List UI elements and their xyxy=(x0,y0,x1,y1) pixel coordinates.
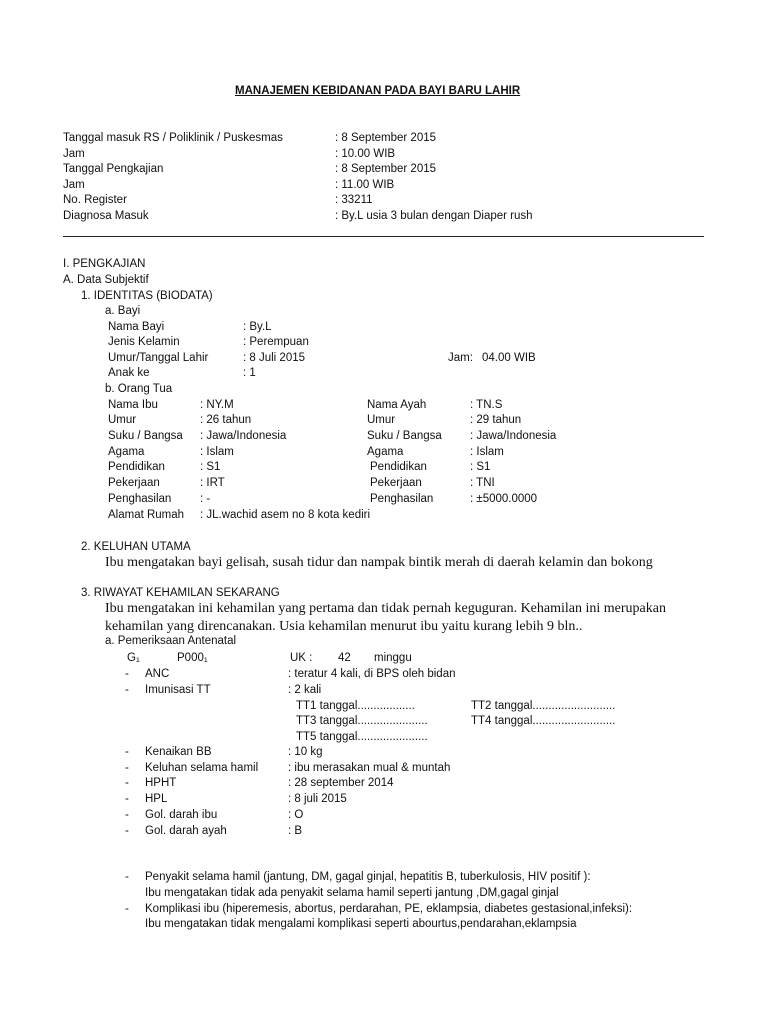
list-dash: - xyxy=(125,668,129,680)
ortu-label-ibu: Penghasilan xyxy=(108,493,172,505)
ortu-value-ayah: : Jawa/Indonesia xyxy=(470,430,557,442)
header-value-jam-2: : 11.00 WIB xyxy=(335,179,395,191)
ortu-label-ayah: Agama xyxy=(367,446,404,458)
riwayat-text-line2: kehamilan yang direncanakan. Usia kehamilan menurut ibu yaitu kurang lebih 9 bln.. xyxy=(105,619,583,634)
antenatal-heading: a. Pemeriksaan Antenatal xyxy=(105,635,237,647)
ortu-value-ayah: : S1 xyxy=(470,461,491,473)
anc-value: : teratur 4 kali, di BPS oleh bidan xyxy=(288,668,456,680)
header-value-tanggal-masuk: : 8 September 2015 xyxy=(335,132,437,144)
header-label-jam-2: Jam xyxy=(63,179,85,191)
ortu-value-ibu: : - xyxy=(200,493,211,505)
ortu-value-ibu: : Jawa/Indonesia xyxy=(200,430,287,442)
penyakit-label: Penyakit selama hamil (jantung, DM, gagal ginjal, hepatitis B, tuberkulosis, HIV positif ): xyxy=(145,871,591,883)
ortu-label-ibu: Agama xyxy=(108,446,145,458)
paritas-value: P000₁ xyxy=(177,652,208,664)
uk-value: 42 xyxy=(338,652,351,664)
imunisasi-label: Imunisasi TT xyxy=(145,684,211,696)
hpht-label: HPHT xyxy=(145,777,177,789)
keluhan-hamil-label: Keluhan selama hamil xyxy=(145,762,259,774)
list-dash: - xyxy=(125,825,129,837)
gol-darah-ayah-value: : B xyxy=(288,825,303,837)
identitas-heading: 1. IDENTITAS (BIODATA) xyxy=(81,290,213,302)
list-dash: - xyxy=(125,793,129,805)
bayi-heading: a. Bayi xyxy=(105,305,141,317)
hpl-label: HPL xyxy=(145,793,168,805)
alamat-value: : JL.wachid asem no 8 kota kediri xyxy=(200,509,371,521)
header-value-diagnosa: : By.L usia 3 bulan dengan Diaper rush xyxy=(335,210,533,222)
ortu-heading: b. Orang Tua xyxy=(105,383,173,395)
ortu-value-ayah: : Islam xyxy=(470,446,504,458)
document-title: MANAJEMEN KEBIDANAN PADA BAYI BARU LAHIR xyxy=(235,85,521,97)
header-label-diagnosa: Diagnosa Masuk xyxy=(63,210,149,222)
list-dash: - xyxy=(125,903,129,915)
riwayat-text-line1: Ibu mengatakan ini kehamilan yang pertama dan tidak pernah keguguran. Kehamilan ini merupakan xyxy=(105,601,666,616)
bayi-anak-label: Anak ke xyxy=(108,367,150,379)
header-value-jam: : 10.00 WIB xyxy=(335,148,396,160)
bayi-jk-label: Jenis Kelamin xyxy=(108,336,180,348)
uk-label: UK : xyxy=(290,652,313,664)
bayi-jk-value: : Perempuan xyxy=(243,336,309,348)
section-data-subjektif: A. Data Subjektif xyxy=(63,274,149,286)
ortu-label-ibu: Nama Ibu xyxy=(108,399,158,411)
riwayat-heading: 3. RIWAYAT KEHAMILAN SEKARANG xyxy=(81,587,280,599)
ortu-value-ayah: : ±5000.0000 xyxy=(470,493,538,505)
uk-unit: minggu xyxy=(374,652,412,664)
bayi-nama-label: Nama Bayi xyxy=(108,321,165,333)
ortu-label-ibu: Suku / Bangsa xyxy=(108,430,183,442)
ortu-label-ibu: Umur xyxy=(108,414,137,426)
ortu-label-ayah: Suku / Bangsa xyxy=(367,430,442,442)
ortu-value-ayah: : TN.S xyxy=(470,399,503,411)
hpht-value: : 28 september 2014 xyxy=(288,777,394,789)
divider-line xyxy=(63,236,704,237)
ortu-label-ibu: Pendidikan xyxy=(108,461,165,473)
ortu-label-ibu: Pekerjaan xyxy=(108,477,160,489)
penyakit-value: Ibu mengatakan tidak ada penyakit selama hamil seperti jantung ,DM,gagal ginjal xyxy=(145,887,559,899)
ortu-value-ibu: : NY.M xyxy=(200,399,234,411)
gol-darah-ibu-value: : O xyxy=(288,809,304,821)
bayi-umur-label: Umur/Tanggal Lahir xyxy=(108,352,209,364)
header-label-tanggal-masuk: Tanggal masuk RS / Poliklinik / Puskesmas xyxy=(63,132,283,144)
ortu-value-ibu: : IRT xyxy=(200,477,225,489)
tt4-line: TT4 tanggal.......................... xyxy=(471,715,616,727)
bayi-umur-value: : 8 Juli 2015 xyxy=(243,352,306,364)
header-value-tanggal-pengkajian: : 8 September 2015 xyxy=(335,163,437,175)
keluhan-hamil-value: : ibu merasakan mual & muntah xyxy=(288,762,451,774)
keluhan-heading: 2. KELUHAN UTAMA xyxy=(81,541,191,553)
hpl-value: : 8 juli 2015 xyxy=(288,793,347,805)
ortu-value-ayah: : 29 tahun xyxy=(470,414,522,426)
ortu-label-ayah: Penghasilan xyxy=(370,493,434,505)
tt1-line: TT1 tanggal.................. xyxy=(296,700,415,712)
section-pengkajian: I. PENGKAJIAN xyxy=(63,258,146,270)
list-dash: - xyxy=(125,762,129,774)
bayi-anak-value: : 1 xyxy=(243,367,256,379)
header-label-no-register: No. Register xyxy=(63,194,127,206)
imunisasi-value: : 2 kali xyxy=(288,684,322,696)
tt3-line: TT3 tanggal...................... xyxy=(296,715,428,727)
keluhan-text: Ibu mengatakan bayi gelisah, susah tidur dan nampak bintik merah di daerah kelamin dan bokong xyxy=(105,555,653,570)
header-label-tanggal-pengkajian: Tanggal Pengkajian xyxy=(63,163,164,175)
ortu-value-ibu: : 26 tahun xyxy=(200,414,252,426)
list-dash: - xyxy=(125,871,129,883)
tt2-line: TT2 tanggal.......................... xyxy=(471,700,616,712)
ortu-value-ibu: : S1 xyxy=(200,461,221,473)
kenaikan-bb-label: Kenaikan BB xyxy=(145,746,212,758)
ortu-value-ayah: : TNI xyxy=(470,477,495,489)
tt5-line: TT5 tanggal...................... xyxy=(296,731,428,743)
ortu-label-ayah: Umur xyxy=(367,414,396,426)
ortu-label-ayah: Nama Ayah xyxy=(367,399,427,411)
ortu-value-ibu: : Islam xyxy=(200,446,234,458)
gol-darah-ibu-label: Gol. darah ibu xyxy=(145,809,218,821)
komplikasi-label: Komplikasi ibu (hiperemesis, abortus, perdarahan, PE, eklampsia, diabetes gestasional,infeksi): xyxy=(145,903,633,915)
list-dash: - xyxy=(125,684,129,696)
anc-label: ANC xyxy=(145,668,170,680)
bayi-jam-label: Jam: xyxy=(448,352,473,364)
alamat-label: Alamat Rumah xyxy=(108,509,185,521)
kenaikan-bb-value: : 10 kg xyxy=(288,746,323,758)
bayi-nama-value: : By.L xyxy=(243,321,272,333)
list-dash: - xyxy=(125,777,129,789)
gol-darah-ayah-label: Gol. darah ayah xyxy=(145,825,227,837)
komplikasi-value: Ibu mengatakan tidak mengalami komplikasi seperti abourtus,pendarahan,eklampsia xyxy=(145,918,577,930)
list-dash: - xyxy=(125,809,129,821)
ortu-label-ayah: Pendidikan xyxy=(370,461,427,473)
header-label-jam: Jam xyxy=(63,148,85,160)
bayi-jam-value: 04.00 WIB xyxy=(482,352,536,364)
ortu-label-ayah: Pekerjaan xyxy=(370,477,422,489)
gravida-value: G₁ xyxy=(127,652,140,664)
list-dash: - xyxy=(125,746,129,758)
header-value-no-register: : 33211 xyxy=(335,194,373,206)
